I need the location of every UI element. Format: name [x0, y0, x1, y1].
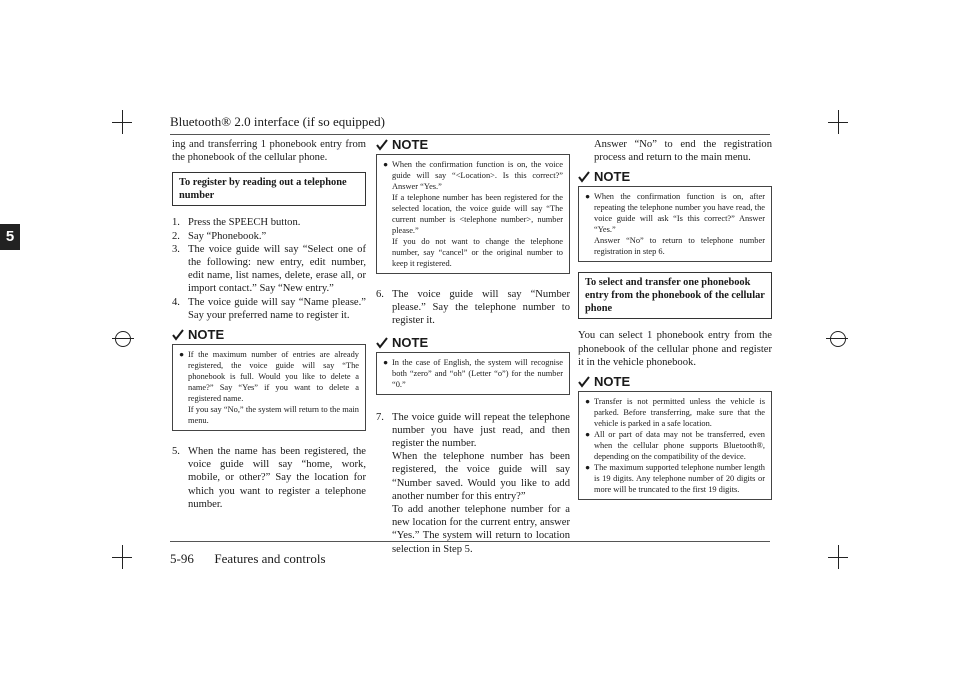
note-heading: NOTE [171, 327, 228, 343]
check-pencil-icon [375, 336, 389, 350]
page-footer [170, 551, 326, 567]
crop-mark [112, 557, 132, 558]
registration-mark [826, 338, 848, 339]
filled-circle-bullet-icon: ● [585, 192, 591, 202]
note-item: ● All or part of data may not be transferred, even when the cellular phone supports Bluetooth®, depending on the compatibility of the device. [585, 430, 765, 462]
steps-list [376, 411, 570, 556]
note-heading: NOTE [375, 335, 432, 351]
note-heading: NOTE [577, 169, 634, 185]
note-heading: NOTE [577, 374, 634, 390]
footer-rule [170, 541, 770, 542]
note-item: ● In the case of English, the system will recognise both “zero” and “oh” (Letter “o”) for the number “0.” [383, 357, 563, 389]
crop-mark [828, 557, 848, 558]
note-heading: NOTE [375, 137, 432, 153]
intro-text: You can select 1 phonebook entry from the phonebook of the cellular phone and register it in the vehicle phonebook. [578, 330, 772, 368]
note-box [578, 374, 772, 500]
check-pencil-icon [171, 328, 185, 342]
note-box [172, 327, 366, 431]
registration-mark [115, 331, 131, 347]
step-item: 4. The voice guide will say “Name please.” Say your preferred name to register it. [172, 296, 366, 321]
filled-circle-bullet-icon: ● [383, 160, 389, 169]
answer-no-text: Answer “No” to end the registration process and return to the main menu. [594, 139, 772, 164]
filled-circle-bullet-icon: ● [383, 357, 389, 367]
step-item: 6. The voice guide will say “Number please.” Say the telephone number to register it. [376, 289, 570, 327]
intro-text: ing and transferring 1 phonebook entry from the phonebook of the cellular phone. [172, 139, 366, 164]
note-item: ● When the confirmation function is on, after repeating the telephone number you have read, the voice guide will ask “Is this correct?” Answer “Yes.” Answer “No” to return to telephone number registration in step 6. [585, 192, 765, 257]
check-pencil-icon [375, 138, 389, 152]
crop-mark [828, 122, 848, 123]
registration-mark [112, 338, 134, 339]
note-box [578, 169, 772, 262]
step-item: 3. The voice guide will say “Select one of the following: new entry, edit number, edit name, list names, delete, erase all, or import contact.” Say “New entry.” [172, 243, 366, 295]
crop-mark [112, 122, 132, 123]
step-item: 2. Say “Phonebook.” [172, 230, 267, 242]
page-header: Bluetooth® 2.0 interface (if so equipped) [170, 114, 385, 129]
check-pencil-icon [577, 170, 591, 184]
section-heading: To select and transfer one phonebook entry from the phonebook of the cellular phone [578, 272, 772, 319]
footer-section: Features and controls [214, 551, 326, 566]
registration-mark [830, 331, 846, 347]
step-item: 5. When the name has been registered, the voice guide will say “home, work, mobile, or other?” Say the location for which you want to register a telephone number. [172, 446, 366, 510]
steps-list [172, 216, 366, 322]
page-number: 5-96 [170, 551, 194, 566]
column-2 [376, 137, 570, 556]
filled-circle-bullet-icon: ● [585, 397, 591, 407]
note-item: ● When the confirmation function is on, the voice guide will say “<Location>. Is this correct?” Answer “Yes.” If a telephone number has been registered for the selected location, the voice guide will say “The current number is <telephone number>, number please.” If you do not want to change the telephone number, say “cancel” or the original number to keep it registered. [383, 160, 563, 268]
chapter-tab: 5 [0, 224, 20, 250]
filled-circle-bullet-icon: ● [585, 430, 591, 440]
step-item: 7. The voice guide will repeat the telephone number you have just read, and then register the number. When the telephone number has been registered, the voice guide will say “Number saved. Would you like to add another number for this entry?” To add another telephone number for a new location for the current entry, answer “Yes.” The system will return to location selection in Step 5. [376, 411, 570, 555]
section-heading: To register by reading out a telephone number [172, 172, 366, 206]
note-box [376, 137, 570, 274]
note-item: ● Transfer is not permitted unless the vehicle is parked. Before transferring, make sure that the vehicle is parked in a safe location. [585, 397, 765, 429]
note-box [376, 334, 570, 395]
note-item: ● If the maximum number of entries are already registered, the voice guide will say “The phonebook is full. Would you like to delete a name?” Say “Yes” if you want to delete a registered name. If you say “No,” the system will return to the main menu. [179, 350, 359, 426]
steps-list [376, 288, 570, 328]
steps-list [172, 445, 366, 511]
header-rule [170, 134, 770, 135]
filled-circle-bullet-icon: ● [179, 350, 185, 360]
step-item: 1. Press the SPEECH button. [172, 217, 301, 229]
filled-circle-bullet-icon: ● [585, 463, 591, 473]
column-1 [172, 138, 366, 511]
column-3 [578, 138, 772, 500]
check-pencil-icon [577, 375, 591, 389]
note-item: ● The maximum supported telephone number length is 19 digits. Any telephone number of 20 digits or more will be truncated to the first 19 digits. [585, 463, 765, 495]
